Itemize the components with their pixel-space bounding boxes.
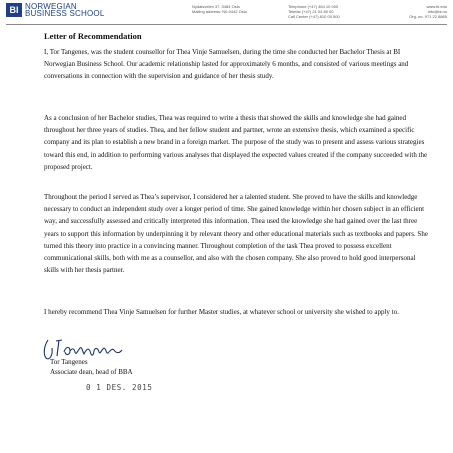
letterhead	[6, 3, 447, 21]
paragraph-3: Throughout the period I served as Thea’s supervisor, I considered her a talented student. She proved to have the skills and knowledge necessary to conduct an independent study over a longer period of time. She gained knowledge within her chosen subject in an efficient way, and successfully assessed and critically interpreted this information. Thea used the knowledge she had gained over the last three years to support this information by underpinning it by relevant theory and other educational materials such as textbooks and papers. She turned this theory into practice in a convincing manner. Throughout completion of the task Thea proved to possess excellent communicational skills, both with me as a counsellor, and also with the chosen company. She also proved to hold good interpersonal skills with her thesis partner.	[44, 193, 428, 275]
phone-block	[288, 4, 340, 19]
call-center: Call Center (+47) 810 00 500	[288, 14, 340, 19]
school-name-line2: BUSINESS SCHOOL	[25, 9, 105, 18]
org-number: Org. no. 971 22 8865	[409, 14, 447, 19]
mailing-address: Mailing address: N0-0442 Oslo	[192, 9, 247, 14]
paragraph-4: I hereby recommend Thea Vinje Samuelsen for further Master studies, at whatever school or university she wished to apply to.	[44, 308, 399, 316]
telephone: Telephone (+47) 464 10 000	[288, 4, 339, 9]
bi-logo-mark: BI	[6, 3, 22, 17]
school-name-line1: NORWEGIAN	[25, 2, 77, 11]
street-address: Nydalsveien 37, 0484 Oslo	[192, 4, 240, 9]
signer-title: Associate dean, head of BBA	[50, 368, 133, 376]
school-name	[25, 3, 104, 17]
website: www.bi.edu	[426, 4, 447, 9]
telefax: Telefax (+47) 21 04 80 00	[288, 9, 334, 14]
paragraph-1: I, Tor Tangenes, was the student counsellor for Thea Vinje Samuelsen, during the time she conducted her Bachelor Thesis at BI Norwegian Business School. Our academic relationship lasted for approximately 6 months, and consisted of various meetings and conversations in connection with the supervision and guidance of her thesis study.	[44, 48, 409, 81]
paragraph-2: As a conclusion of her Bachelor studies, Thea was required to write a thesis that showed the skills and knowledge she had gained throughout her three years of studies. Thea, and her fellow student and partner, wrote an extensive thesis, which examined a specific company and its plan to establish a new brand in a foreign market. The purpose of the study was to present and assess various strategies toward this end, in addition to performing various analyses that displayed the expected values created if the company succeeded with the proposed project.	[44, 114, 428, 171]
email: info@bi.no	[427, 9, 447, 14]
letter-title: Letter of Recommendation	[44, 31, 142, 41]
web-block	[409, 4, 447, 19]
header-divider	[6, 24, 447, 25]
address-block	[192, 4, 247, 14]
signer-name: Tor Tangenes	[50, 358, 88, 366]
date-stamp: 0 1 DES. 2015	[86, 383, 153, 392]
